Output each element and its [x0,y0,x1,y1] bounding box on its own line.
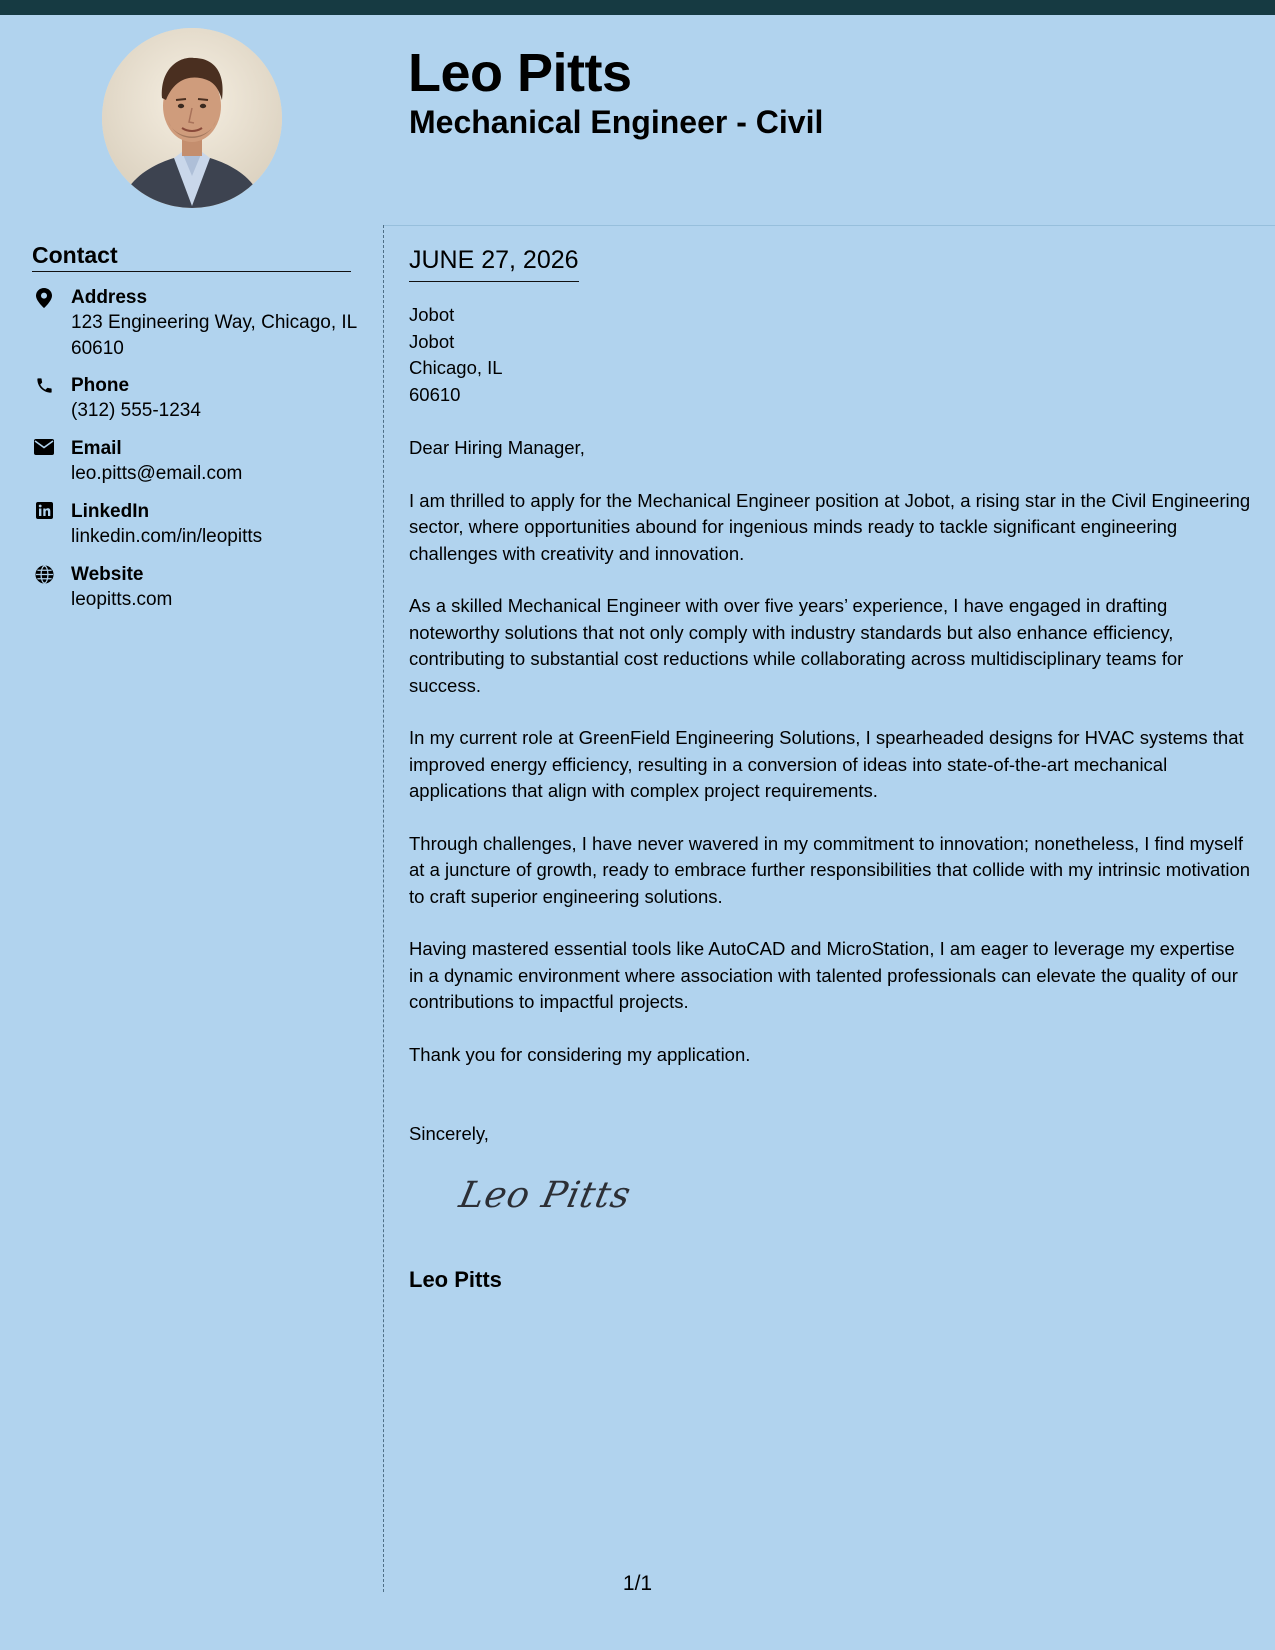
page-number: 1/1 [622,1572,653,1595]
phone-icon [32,376,56,400]
letter-paragraph: I am thrilled to apply for the Mechanical Engineer position at Jobot, a rising star in the Civil Engineering sector, where opportunities abound for ingenious minds ready to tackle significant engineering challenges with creativity and innovation. [409,489,1251,564]
job-title: Mechanical Engineer - Civil [409,104,824,140]
signer-name: Leo Pitts [409,1267,502,1292]
contact-label: LinkedIn [71,501,150,522]
contact-heading: Contact [32,240,351,272]
header-divider [384,225,1275,226]
contact-label: Website [71,564,144,585]
contact-value: leopitts.com [71,589,173,610]
envelope-icon [32,439,56,463]
salutation: Dear Hiring Manager, [409,437,585,458]
recipient-line: Jobot [409,330,455,352]
recipient-line: 60610 [409,383,461,405]
applicant-name: Leo Pitts [408,43,632,103]
letter-paragraph: Thank you for considering my application. [409,1043,751,1065]
column-divider [383,225,384,1592]
top-bar [0,0,1275,15]
map-pin-icon [32,288,56,312]
globe-icon [32,565,56,589]
recipient-address [409,302,503,408]
contact-label: Address [71,287,148,308]
signature: Leo Pitts [455,1175,635,1216]
recipient-line: Jobot [409,304,455,325]
linkedin-icon [32,502,56,526]
contact-label: Phone [71,375,130,396]
contact-value: leo.pitts@email.com [71,463,243,484]
letter-date: JUNE 27, 2026 [409,244,579,282]
contact-value: (312) 555-1234 [71,400,201,421]
contact-value: 123 Engineering Way, Chicago, IL 60610 [71,312,357,359]
contact-label: Email [71,438,122,459]
recipient-line: Chicago, IL [409,357,503,378]
contact-value: linkedin.com/in/leopitts [71,526,263,547]
letter-paragraph: Having mastered essential tools like AutoCAD and MicroStation, I am eager to leverage my expertise in a dynamic environment where association with talented professionals can elevate the quality of our contributions to impactful projects. [409,938,1238,1012]
closing: Sincerely, [409,1123,489,1144]
profile-photo [102,28,282,208]
letter-body [409,435,1254,1094]
letter-paragraph: Through challenges, I have never wavered in my commitment to innovation; nonetheless, I find myself at a juncture of growth, ready to embrace further responsibilities that collide with my intrinsic motivation to craft superior engineering solutions. [409,832,1251,907]
letter-paragraph: As a skilled Mechanical Engineer with over five years’ experience, I have engaged in drafting noteworthy solutions that not only comply with industry standards but also enhance efficiency, contributing to substantial cost reductions while collaborating across multidisciplinary teams for success. [409,595,1184,696]
letter-paragraph: In my current role at GreenField Engineering Solutions, I spearheaded designs for HVAC systems that improved energy efficiency, resulting in a conversion of ideas into state-of-the-art mechanical applications that align with complex project requirements. [409,727,1244,801]
